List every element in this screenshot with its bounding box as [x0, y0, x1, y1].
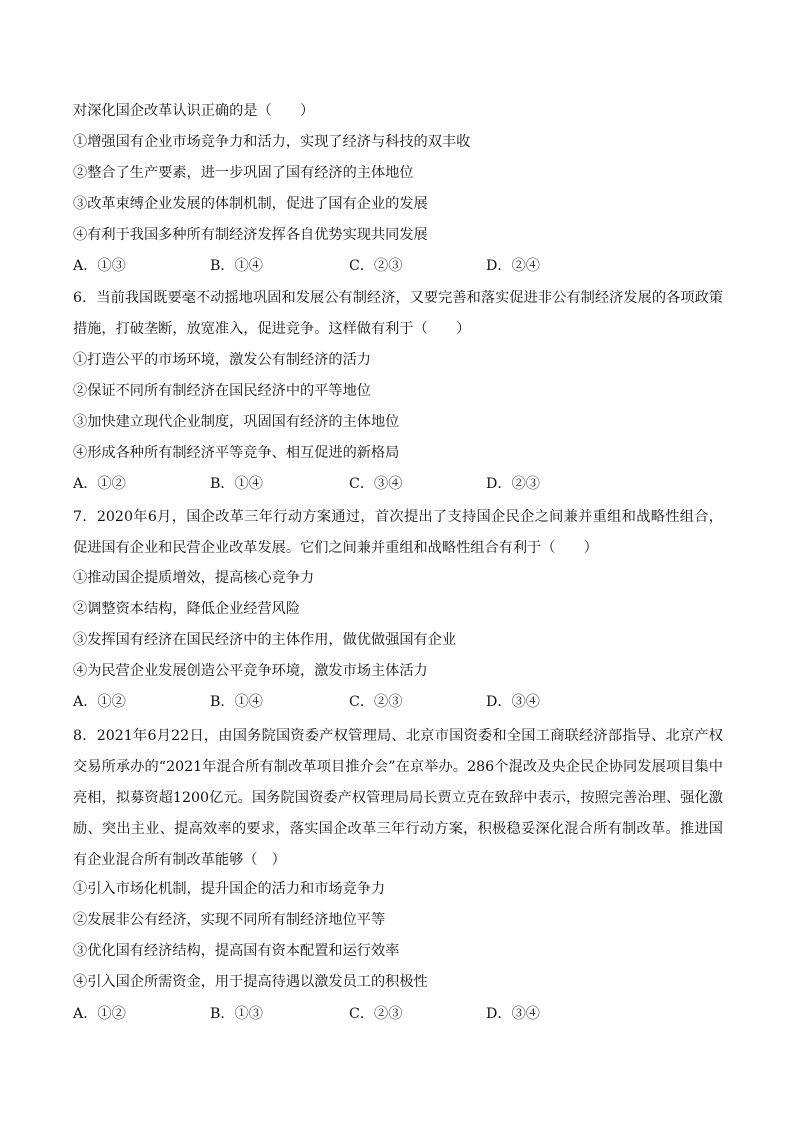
question-7-stem: 7．2020年6月，国企改革三年行动方案通过，首次提出了支持国企民企之间兼并重组和战略性组合，促进国有企业和民营企业改革发展。它们之间兼并重组和战略性组合有利于（ ）: [73, 509, 723, 556]
question-6-option-b: B．①④: [210, 476, 263, 492]
question-6-item-2: ②保证不同所有制经济在国民经济中的平等地位: [73, 383, 371, 399]
question-8-stem: 8．2021年6月22日，由国务院国资委产权管理局、北京市国资委和全国工商联经济部指导、北京产权交易所承办的“2021年混合所有制改革项目推介会”在京举办。286个混改及央企民企协同发展项目集中亮相，拟募资超1200亿元。国务院国资委产权管理局局长贾立克在致辞中表示，按照完善治理、强化激励、突出主业、提高效率的要求，落实国企改革三年行动方案，积极稳妥深化混合所有制改革。推进国有企业混合所有制改革能够（ ）: [73, 728, 723, 868]
question-7-option-a: A．①②: [73, 694, 126, 710]
question-8-option-b: B．①③: [210, 1006, 263, 1022]
question-6-option-c: C．③④: [349, 476, 403, 492]
question-5-item-2: ②整合了生产要素，进一步巩固了国有经济的主体地位: [73, 165, 414, 181]
question-7-item-2: ②调整资本结构，降低企业经营风险: [73, 601, 301, 617]
question-6-options: [73, 474, 723, 494]
question-8-option-a: A．①②: [73, 1006, 126, 1022]
question-8-item-4: ④引入国企所需资金，用于提高待遇以激发员工的积极性: [73, 974, 428, 990]
question-5-option-b: B．①④: [210, 258, 263, 274]
question-6-item-3: ③加快建立现代企业制度，巩固国有经济的主体地位: [73, 414, 400, 430]
question-8-item-3: ③优化国有经济结构，提高国有资本配置和运行效率: [73, 943, 400, 959]
question-5-options: [73, 256, 723, 276]
question-8-options: [73, 1004, 723, 1024]
question-7-item-1: ①推动国企提质增效，提高核心竞争力: [73, 570, 315, 586]
question-6-option-d: D．②③: [486, 476, 540, 492]
question-7-option-d: D．③④: [486, 694, 540, 710]
question-8-item-1: ①引入市场化机制，提升国企的活力和市场竞争力: [73, 881, 386, 897]
question-7-option-b: B．①④: [210, 694, 263, 710]
question-5-stem: 对深化国企改革认识正确的是（ ）: [73, 103, 315, 119]
question-5-item-4: ④有利于我国多种所有制经济发挥各自优势实现共同发展: [73, 227, 428, 243]
question-7-options: [73, 692, 723, 712]
question-7-item-3: ③发挥国有经济在国民经济中的主体作用，做优做强国有企业: [73, 632, 457, 648]
question-8-item-2: ②发展非公有经济，实现不同所有制经济地位平等: [73, 912, 386, 928]
question-6-stem: 6．当前我国既要毫不动摇地巩固和发展公有制经济，又要完善和落实促进非公有制经济发展的各项政策措施，打破垄断，放宽准入，促进竞争。这样做有利于（ ）: [73, 290, 723, 337]
question-5-option-c: C．②③: [349, 258, 403, 274]
question-8-option-c: C．②③: [349, 1006, 403, 1022]
question-6-item-1: ①打造公平的市场环境，激发公有制经济的活力: [73, 352, 371, 368]
question-6-item-4: ④形成各种所有制经济平等竞争、相互促进的新格局: [73, 445, 400, 461]
question-8-option-d: D．③④: [486, 1006, 540, 1022]
question-5-item-1: ①增强国有企业市场竞争力和活力，实现了经济与科技的双丰收: [73, 134, 471, 150]
question-7-option-c: C．②③: [349, 694, 403, 710]
question-5-option-a: A．①③: [73, 258, 126, 274]
question-6-option-a: A．①②: [73, 476, 126, 492]
question-7-item-4: ④为民营企业发展创造公平竞争环境，激发市场主体活力: [73, 663, 428, 679]
question-5-option-d: D．②④: [486, 258, 540, 274]
question-5-item-3: ③改革束缚企业发展的体制机制，促进了国有企业的发展: [73, 196, 428, 212]
